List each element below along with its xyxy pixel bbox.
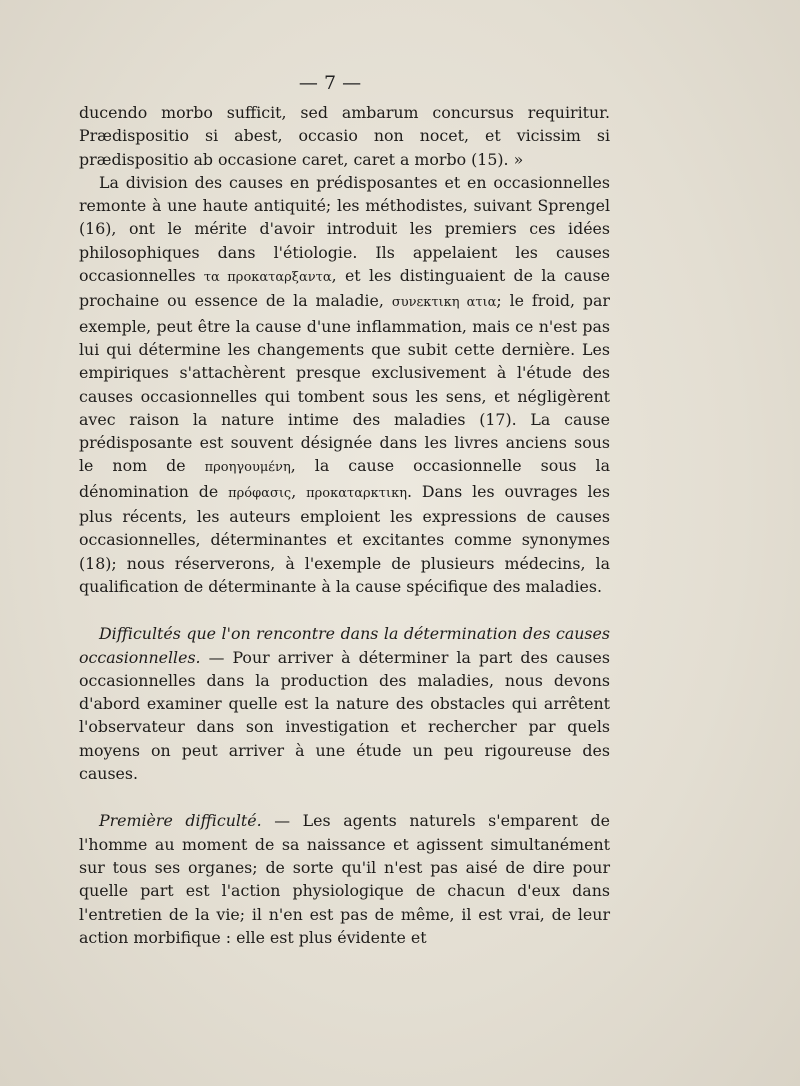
paragraph-difficultes <box>79 622 610 785</box>
text-run: , la cause occasionnelle sous la dénomination de <box>79 456 610 501</box>
greek-term: συνεκτικη ατια <box>391 295 497 311</box>
text-run: ; le froid, par exemple, peut être la cause d'une inflammation, mais ce n'est pas lui qui détermine les changements que subit cette dernière. Les empiriques s'attachèrent presque exclusivement à l'étude des causes occasionnelles qui tombent sous les sens, et négligèrent avec raison la nature intime des maladies (17). La cause prédisposante est souvent désignée dans les livres anciens sous le nom de <box>79 291 610 476</box>
greek-term: πρόφασις <box>228 485 292 501</box>
text-run: , et les distinguaient de la cause prochaine ou essence de la maladie, <box>79 266 610 311</box>
section-heading: Première difficulté. <box>99 811 262 831</box>
text-run: — Les agents naturels s'emparent de l'homme au moment de sa naissance et agissent simultanément sur tous ses organes; de sorte qu'il n'est pas aisé de dire pour quelle part est l'action physiologique de chacun d'eux dans l'entretien de la vie; il n'en est pas de même, il est vrai, de leur action morbifique : elle est plus évidente et <box>79 811 610 947</box>
greek-term: προκαταρκτικη <box>306 485 407 501</box>
greek-term: τα προκαταρξαντα <box>203 270 332 286</box>
paragraph-premiere-difficulte <box>79 809 610 949</box>
body-text <box>79 101 610 949</box>
page-number: — 7 — <box>298 72 362 94</box>
text-run: — Pour arriver à déterminer la part des causes occasionnelles dans la production des maladies, nous devons d'abord examiner quelle est la nature des obstacles qui arrêtent l'observateur dans son investigation et rechercher par quels moyens on peut arriver à une étude un peu rigoureuse des causes. <box>79 647 610 784</box>
section-heading: Difficultés que l'on rencontre dans la détermination des causes occasionnelles. <box>79 624 610 667</box>
text-run: . Dans les ouvrages les plus récents, les auteurs emploient les expressions de causes occasionnelles, déterminantes et excitantes comme synonymes (18); nous réserverons, à l'exemple de plusieurs médecins, la qualification de déterminante à la cause spécifique des maladies. <box>79 481 611 596</box>
paragraph-continuation: ducendo morbo sufficit, sed ambarum concursus requiritur. Prædispositio si abest, occasio non nocet, et vicissim si prædispositio ab occasione caret, caret a morbo (15). » <box>79 103 610 169</box>
text-run: La division des causes en prédisposantes et en occasionnelles remonte à une haute antiquité; les méthodistes, suivant Sprengel (16), ont le mérite d'avoir introduit les premiers ces idées philosophiques dans l'étiologie. Ils appelaient les causes occasionnelles <box>79 172 610 286</box>
greek-term: προηγουμένη <box>204 460 291 476</box>
paragraph-division-causes <box>79 171 610 598</box>
text-run: , <box>291 481 307 501</box>
